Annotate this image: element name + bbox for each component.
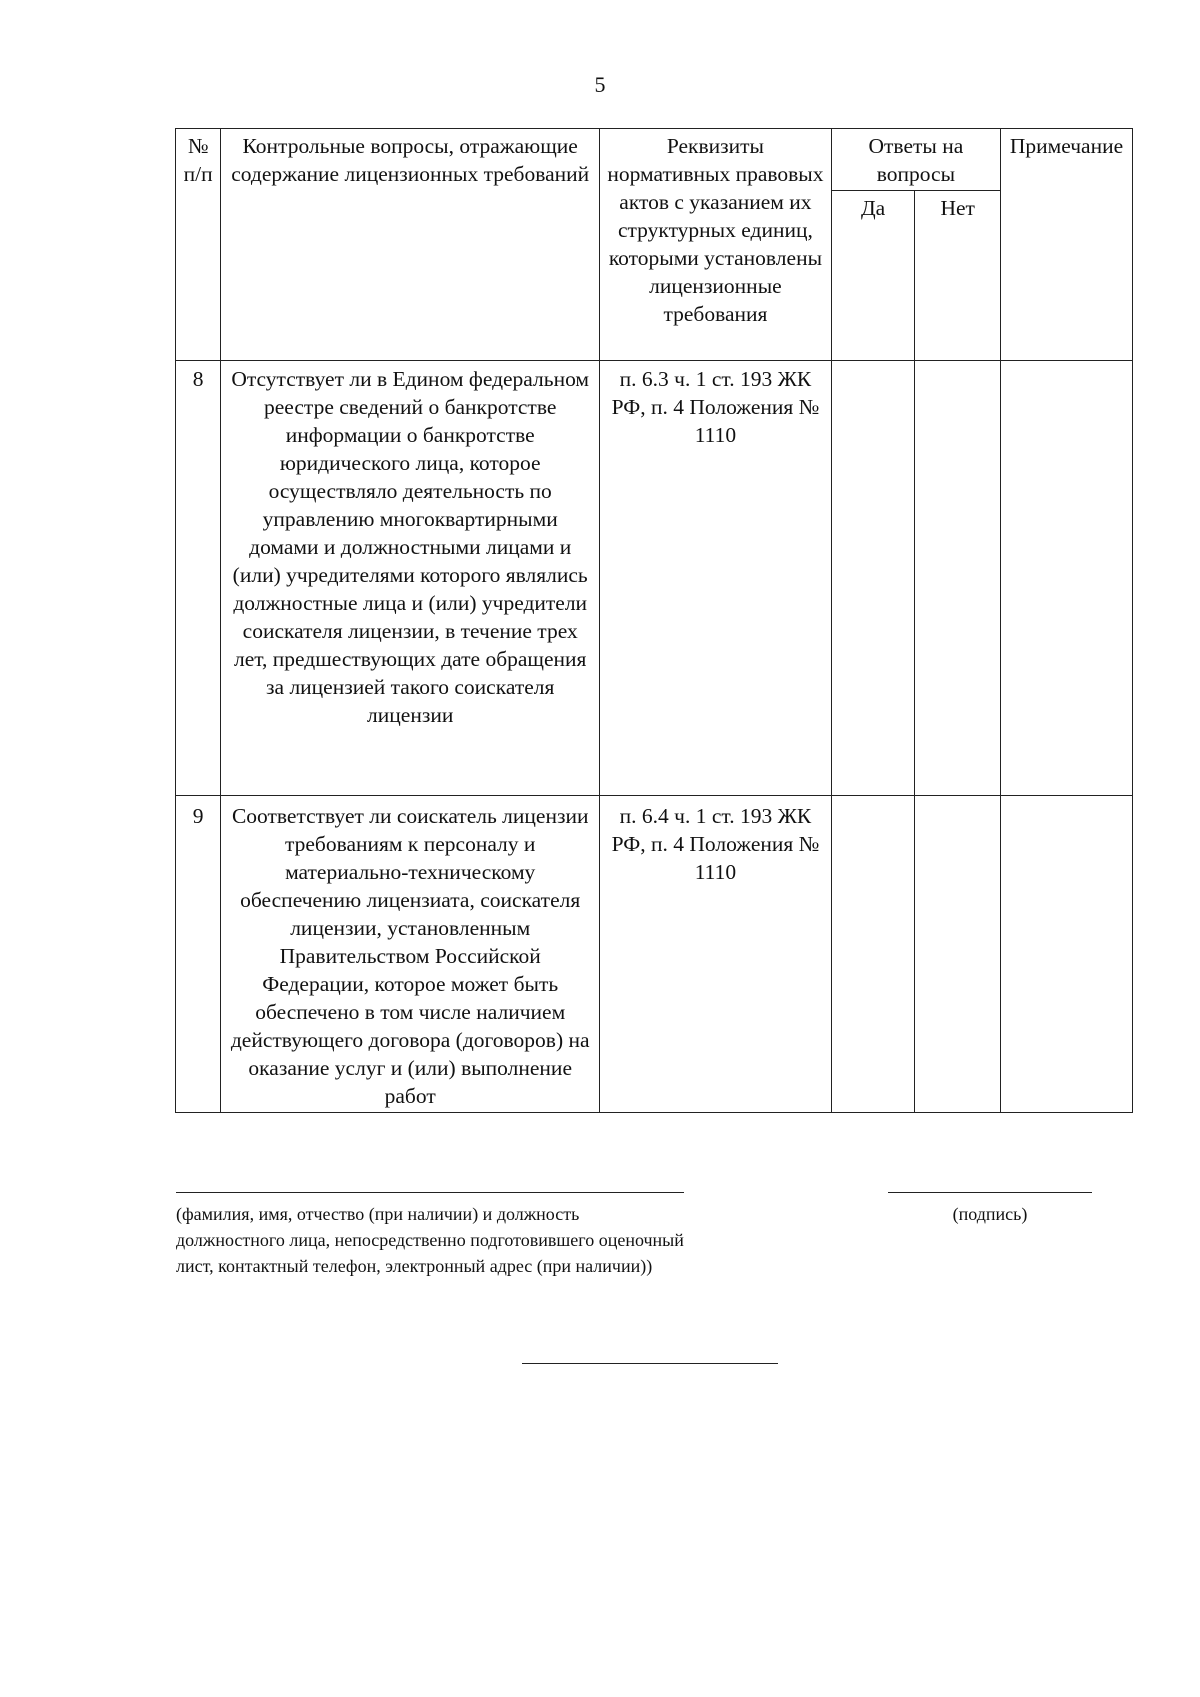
signature-caption: (подпись) [952,1204,1028,1224]
row-requisites-cell: п. 6.4 ч. 1 ст. 193 ЖК РФ, п. 4 Положения № 1110 [600,796,832,1113]
header-question: Контрольные вопросы, отражающие содержание лицензионных требований [221,129,600,361]
row-question-cell [221,361,600,796]
header-num: № п/п [176,129,221,361]
page-number: 5 [594,72,606,97]
row-question-text: Отсутствует ли в Едином федеральном реестре сведений о банкротстве информации о банкротстве юридического лица, которое осуществляло деятельность по управлению многоквартирными домами и должностными лицами и (или) учредителями которого являлись должностные лица и (или) учредители соискателя лицензии, в течение трех лет, предшествующих дате обращения за лицензией такого соискателя лицензии [231,367,590,727]
signature-block [888,1192,1092,1227]
table-header [176,129,1133,361]
row-num-cell: 9 [176,796,221,1113]
row-requisites-cell: п. 6.3 ч. 1 ст. 193 ЖК РФ, п. 4 Положения № 1110 [600,361,832,796]
header-requisites: Реквизиты нормативных правовых актов с указанием их структурных единиц, которыми установлены лицензионные требования [600,129,832,361]
row-num-cell: 8 [176,361,221,796]
header-answers: Ответы на вопросы [831,129,1000,191]
row-note-cell [1001,361,1133,796]
row-question-text: Соответствует ли соискатель лицензии требованиям к персоналу и материально-техническому обеспечению лицензиата, соискателя лицензии, установленным Правительством Российской Федерации, которое может быть обеспечено в том числе наличием действующего договора (договоров) на оказание услуг и (или) выполнение работ [230,804,590,1108]
header-no: Нет [915,191,1001,361]
signature-line [888,1192,1092,1193]
table-row [176,796,1133,1113]
end-of-document-line [522,1363,778,1364]
row-note-cell [1001,796,1133,1113]
row-yes-cell [831,796,915,1113]
checklist-table [175,128,1133,1113]
row-yes-cell [831,361,915,796]
official-signature-block [176,1192,686,1279]
row-question-cell [221,796,600,1113]
row-no-cell [915,361,1001,796]
header-note: Примечание [1001,129,1133,361]
official-name-line [176,1192,684,1193]
official-caption: (фамилия, имя, отчество (при наличии) и должность должностного лица, непосредственно подготовившего оценочный лист, контактный телефон, электронный адрес (при наличии)) [176,1204,684,1276]
table-row [176,361,1133,796]
header-yes: Да [831,191,915,361]
row-no-cell [915,796,1001,1113]
